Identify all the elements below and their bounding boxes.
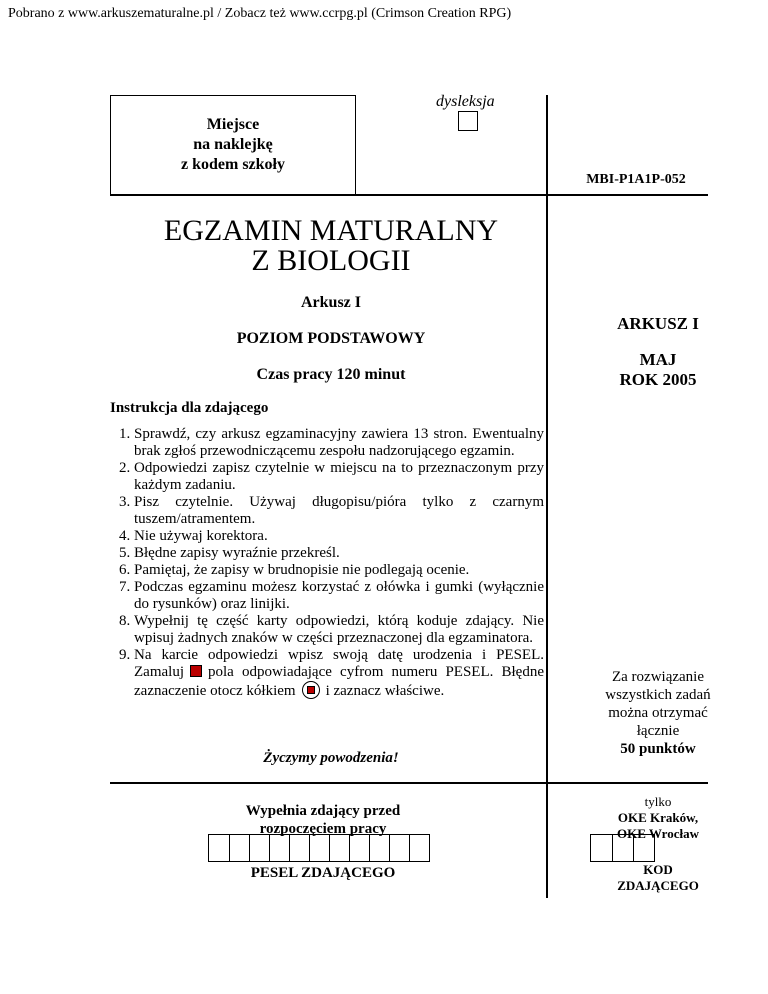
- sticker-line-2: na naklejkę: [193, 136, 273, 153]
- right-month: MAJ: [639, 350, 677, 369]
- points-total: 50 punktów: [620, 741, 696, 757]
- sticker-line-1: Miejsce: [206, 116, 260, 133]
- sheet-label: Arkusz I: [300, 294, 361, 311]
- pesel-digit-cell[interactable]: [209, 835, 229, 861]
- exam-code: MBI-P1A1P-052: [586, 172, 686, 187]
- footer-divider: [110, 782, 708, 784]
- points-line-4: łącznie: [636, 723, 680, 739]
- pesel-digit-cell[interactable]: [289, 835, 309, 861]
- right-year: ROK 2005: [619, 370, 697, 389]
- school-sticker-box: [110, 95, 356, 195]
- pesel-digit-cell[interactable]: [369, 835, 389, 861]
- instruction-item: 8. Wypełnij tę część karty odpowiedzi, którą koduje zdający. Nie wpisuj żadnych znaków w części przeznaczonej dla egzaminatora.: [134, 613, 544, 647]
- kod-digit-cell[interactable]: [591, 835, 612, 861]
- filled-square-icon: [190, 665, 202, 677]
- pesel-digit-cell[interactable]: [269, 835, 289, 861]
- instruction-item: 3. Pisz czytelnie. Używaj długopisu/pióra tylko z czarnym tuszem/atramentem.: [134, 494, 544, 528]
- oke-line-2: OKE Wrocław: [617, 826, 699, 841]
- kod-label-line-2: ZDAJĄCEGO: [617, 878, 699, 893]
- kod-label-line-1: KOD: [643, 862, 673, 877]
- fill-by-heading: [200, 802, 446, 838]
- kod-digit-cell[interactable]: [612, 835, 633, 861]
- level-label: POZIOM PODSTAWOWY: [236, 330, 426, 347]
- pesel-digit-cell[interactable]: [349, 835, 369, 861]
- instruction-9-part-3: i zaznacz właściwe.: [325, 683, 445, 699]
- pesel-digit-cell[interactable]: [329, 835, 349, 861]
- pesel-input-grid[interactable]: [208, 834, 430, 862]
- instruction-item: 1. Sprawdź, czy arkusz egzaminacyjny zawiera 13 stron. Ewentualny brak zgłoś przewodniczącemu zespołu nadzorującego egzamin.: [134, 426, 544, 460]
- instruction-item: [134, 647, 544, 700]
- instruction-9-part-1: Na karcie odpowiedzi wpisz swoją datę urodzenia i PESEL. Zamaluj: [134, 647, 544, 680]
- oke-tylko: tylko: [644, 794, 672, 809]
- title-line-2: Z BIOLOGII: [251, 244, 411, 277]
- instruction-item: 7. Podczas egzaminu możesz korzystać z ołówka i gumki (wyłącznie do rysunków) oraz linijki.: [134, 579, 544, 613]
- duration-label: Czas pracy 120 minut: [256, 366, 406, 383]
- fill-by-line-1: Wypełnia zdający przed: [245, 803, 401, 819]
- points-line-2: wszystkich zadań: [605, 687, 711, 703]
- good-luck-text: Życzymy powodzenia!: [263, 750, 399, 766]
- pesel-digit-cell[interactable]: [309, 835, 329, 861]
- pesel-digit-cell[interactable]: [229, 835, 249, 861]
- sticker-line-3: z kodem szkoły: [181, 156, 285, 173]
- oke-line-1: OKE Kraków,: [617, 810, 699, 825]
- exam-title: [110, 216, 552, 276]
- instructions-list: [110, 426, 544, 700]
- kod-digit-cell[interactable]: [633, 835, 654, 861]
- instruction-9-part-2: pola odpowiadające cyfrom numeru PESEL. Błędne zaznaczenie otocz kółkiem: [134, 664, 544, 699]
- instructions-heading: Instrukcja dla zdającego: [110, 400, 269, 416]
- points-line-3: można otrzymać: [608, 705, 708, 721]
- dysleksja-checkbox[interactable]: [458, 111, 478, 131]
- pesel-digit-cell[interactable]: [389, 835, 409, 861]
- oke-info: [548, 794, 768, 842]
- instruction-item: 4. Nie używaj korektora.: [134, 528, 544, 545]
- instruction-item: 6. Pamiętaj, że zapisy w brudnopisie nie podlegają ocenie.: [134, 562, 544, 579]
- fill-by-line-2: rozpoczęciem pracy: [259, 821, 387, 837]
- pesel-label: PESEL ZDAJĄCEGO: [250, 865, 396, 881]
- points-line-1: Za rozwiązanie: [611, 669, 705, 685]
- pesel-digit-cell[interactable]: [249, 835, 269, 861]
- instruction-item: 2. Odpowiedzi zapisz czytelnie w miejscu na to przeznaczonym przy każdym zadaniu.: [134, 460, 544, 494]
- title-line-1: EGZAMIN MATURALNY: [163, 214, 499, 247]
- pesel-digit-cell[interactable]: [409, 835, 429, 861]
- circled-square-icon: [302, 681, 320, 699]
- source-banner[interactable]: Pobrano z www.arkuszematuralne.pl / Zobacz też www.ccrpg.pl (Crimson Creation RPG): [8, 6, 512, 21]
- dysleksja-label: dysleksja: [436, 93, 495, 110]
- points-info: [548, 668, 768, 758]
- right-sheet: ARKUSZ I: [617, 314, 699, 333]
- header-divider: [110, 194, 708, 196]
- kod-label: [548, 862, 768, 894]
- kod-input-grid[interactable]: [590, 834, 655, 862]
- instruction-item: 5. Błędne zapisy wyraźnie przekreśl.: [134, 545, 544, 562]
